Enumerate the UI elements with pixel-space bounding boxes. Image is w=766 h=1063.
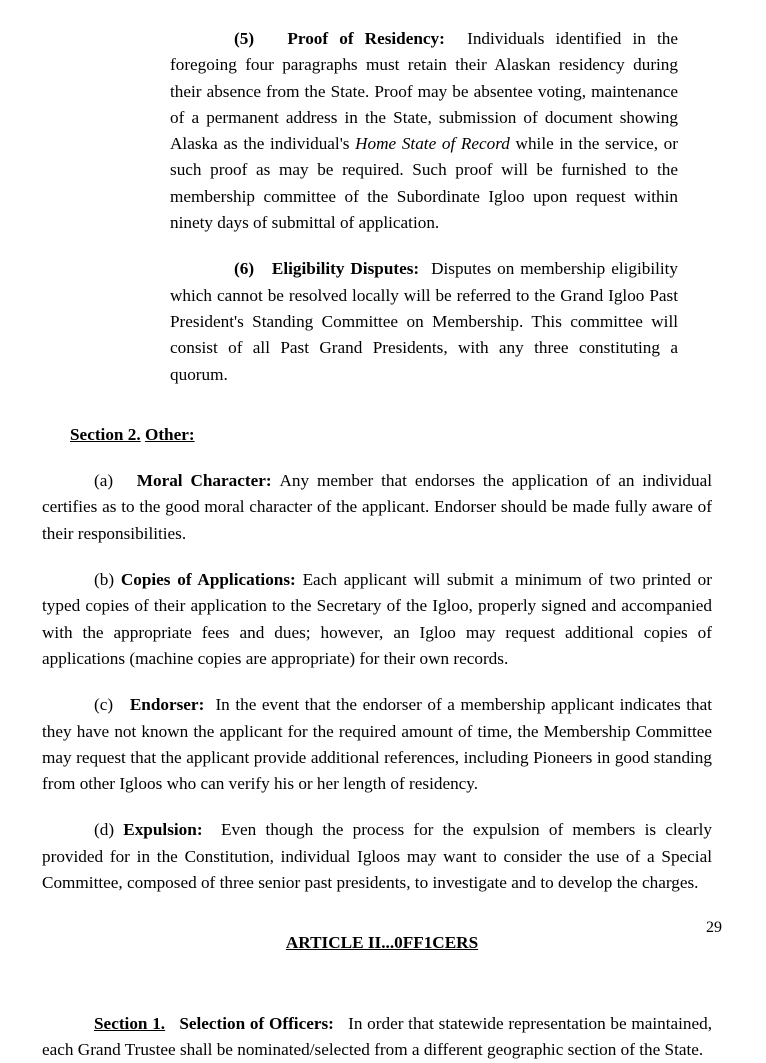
item-b-lead: (b) — [94, 570, 115, 590]
item-a-heading: Moral Character: — [136, 471, 272, 491]
spacer — [42, 896, 722, 916]
item-c-body: In the event that the endorser of a membership applicant indicates that they have not known the applicant for the required amount of time, the Membership Committee may request that the applicant provide additional references, including Pioneers in good standing from other Igloos who can verify his or her length of residency. — [42, 695, 713, 794]
item-b-heading: Copies of Applications: — [120, 570, 296, 590]
section-1-body: In order that statewide representation be maintained, each Grand Trustee shall be nominated/selected from a different geographic section of the State. — [42, 1013, 713, 1059]
spacer — [42, 408, 722, 422]
paragraph-5-italic: Home State of Record — [355, 134, 510, 154]
item-a-lead: (a) — [94, 471, 114, 491]
item-b-body: Each applicant will submit a minimum of two printed or typed copies of their application to the Secretary of the Igloo, properly signed and accompanied with the appropriate fees and dues; however, an Igloo may request additional copies of applications (machine copies are appropriate) for their own records. — [42, 570, 713, 668]
item-a-body: Any member that endorses the application of an individual certifies as to the good moral character of the applicant. Endorser should be made fully aware of their responsibilities. — [42, 471, 712, 543]
paragraph-6-body: Disputes on membership eligibility which cannot be resolved locally will be referred to the Grand Igloo Past President's Standing Committee on Membership. This committee will consist of all Past Grand Presidents, with any three constituting a quorum. — [170, 259, 679, 384]
item-c — [42, 692, 712, 797]
spacer — [42, 977, 722, 997]
section-2-label: Section 2. — [70, 424, 141, 444]
item-d-heading: Expulsion: — [123, 820, 203, 840]
paragraph-5-body: Individuals identified in the foregoing four paragraphs must retain their Alaskan residency during their absence from the State. Proof may be absentee voting, maintenance of a permanent address in the State, submission of document showing Alaska as the individual's — [170, 29, 678, 154]
article-heading — [42, 930, 722, 956]
page-number: 29 — [706, 919, 722, 936]
paragraph-6-number: (6) — [234, 259, 255, 279]
item-a-text — [42, 468, 712, 547]
spacer — [42, 236, 722, 256]
paragraph-5-body-after: while in the service, or such proof as may be required. Such proof will be furnished to the membership committee of the Subordinate Igloo upon request within ninety days of submittal of application. — [170, 134, 678, 233]
paragraph-5-number: (5) — [234, 29, 255, 48]
item-d-lead: (d) — [94, 820, 115, 840]
item-b — [42, 567, 712, 672]
paragraph-5 — [170, 26, 678, 236]
section-1-heading: Selection of Officers: — [179, 1013, 334, 1033]
item-d — [42, 817, 712, 896]
spacer — [42, 672, 722, 692]
item-c-heading: Endorser: — [129, 695, 205, 715]
item-c-lead: (c) — [94, 695, 114, 715]
item-d-text — [42, 817, 712, 896]
item-d-body: Even though the process for the expulsion of members is clearly provided for in the Constitution, individual Igloos may want to consider the use of a Special Committee, composed of three senior past presidents, to investigate and to develop the charges. — [42, 820, 712, 893]
article-heading-text: ARTICLE II...0FF1CERS — [285, 933, 479, 953]
paragraph-6-text — [170, 256, 678, 387]
paragraph-5-heading: Proof of Residency: — [287, 29, 445, 48]
spacer — [42, 957, 722, 977]
item-c-text — [42, 692, 712, 797]
spacer — [42, 797, 722, 817]
item-a — [42, 468, 712, 547]
section-2-title: Other: — [144, 424, 195, 444]
section-2-heading — [70, 422, 722, 448]
section-1-label: Section 1. — [94, 1013, 166, 1033]
spacer — [42, 448, 722, 468]
spacer — [42, 388, 722, 408]
paragraph-6 — [170, 256, 678, 387]
section-1 — [42, 1011, 712, 1063]
section-1-text — [42, 1011, 712, 1063]
item-b-text — [42, 567, 712, 672]
spacer — [42, 997, 722, 1011]
paragraph-6-heading: Eligibility Disputes: — [271, 259, 420, 279]
spacer — [42, 916, 722, 930]
paragraph-5-text — [170, 26, 678, 236]
spacer — [42, 547, 722, 567]
